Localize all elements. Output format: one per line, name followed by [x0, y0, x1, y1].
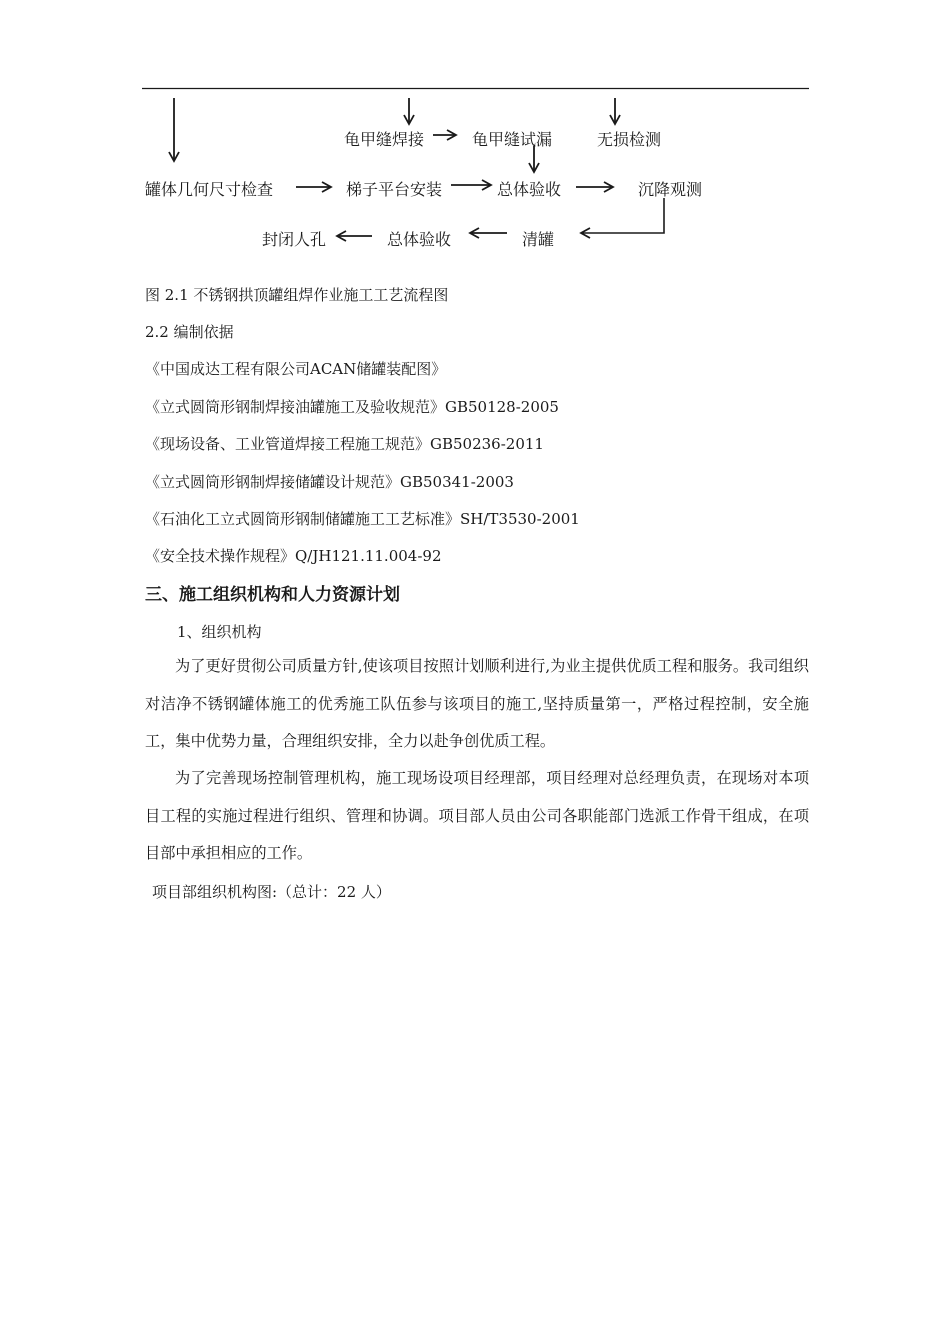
basis-item: 《立式圆筒形钢制焊接储罐设计规范》GB50341-2003	[145, 473, 514, 491]
basis-item: 《现场设备、工业管道焊接工程施工规范》GB50236-2011	[145, 435, 544, 453]
basis-item: 《安全技术操作规程》Q/JH121.11.004-92	[145, 547, 442, 565]
flow-node-tank-clean: 清罐	[522, 230, 555, 249]
flow-node-settlement: 沉降观测	[638, 180, 703, 199]
flow-node-ladder-install: 梯子平台安装	[346, 180, 443, 199]
flow-node-close-manhole: 封闭人孔	[262, 230, 327, 249]
basis-title: 2.2 编制依据	[145, 323, 234, 341]
flow-node-ndt: 无损检测	[597, 130, 662, 149]
flow-node-weld-seam: 龟甲缝焊接	[344, 130, 425, 149]
basis-item: 《立式圆筒形钢制焊接油罐施工及验收规范》GB50128-2005	[145, 398, 559, 416]
arrow-n7-n10	[581, 198, 664, 233]
section-heading: 三、施工组织机构和人力资源计划	[145, 585, 400, 605]
flow-node-geometry-check: 罐体几何尺寸检查	[145, 180, 274, 199]
org-chart-caption: 项目部组织机构图:（总计：22 人）	[152, 883, 391, 901]
basis-item: 《中国成达工程有限公司ACAN储罐装配图》	[145, 360, 447, 378]
flow-node-leak-test: 龟甲缝试漏	[472, 130, 553, 149]
paragraph-2: 为了完善现场控制管理机构，施工现场设项目经理部，项目经理对总经理负责，在现场对本项目工程的实施过程进行组织、管理和协调。项目部人员由公司各职能部门选派工作骨干组成，在项目部中承担相应的工作。	[145, 769, 809, 862]
figure-caption: 图 2.1 不锈钢拱顶罐组焊作业施工工艺流程图	[145, 286, 449, 304]
subsection-title: 1、组织机构	[177, 623, 262, 641]
basis-item: 《石油化工立式圆筒形钢制储罐施工工艺标准》SH/T3530-2001	[145, 510, 580, 528]
flow-node-acceptance-1: 总体验收	[497, 180, 562, 199]
paragraph-1: 为了更好贯彻公司质量方针,使该项目按照计划顺利进行,为业主提供优质工程和服务。我司组织对洁净不锈钢罐体施工的优秀施工队伍参与该项目的施工,坚持质量第一，严格过程控制，安全施工，集中优势力量，合理组织安排，全力以赴争创优质工程。	[145, 657, 809, 750]
flow-node-acceptance-2: 总体验收	[387, 230, 452, 249]
